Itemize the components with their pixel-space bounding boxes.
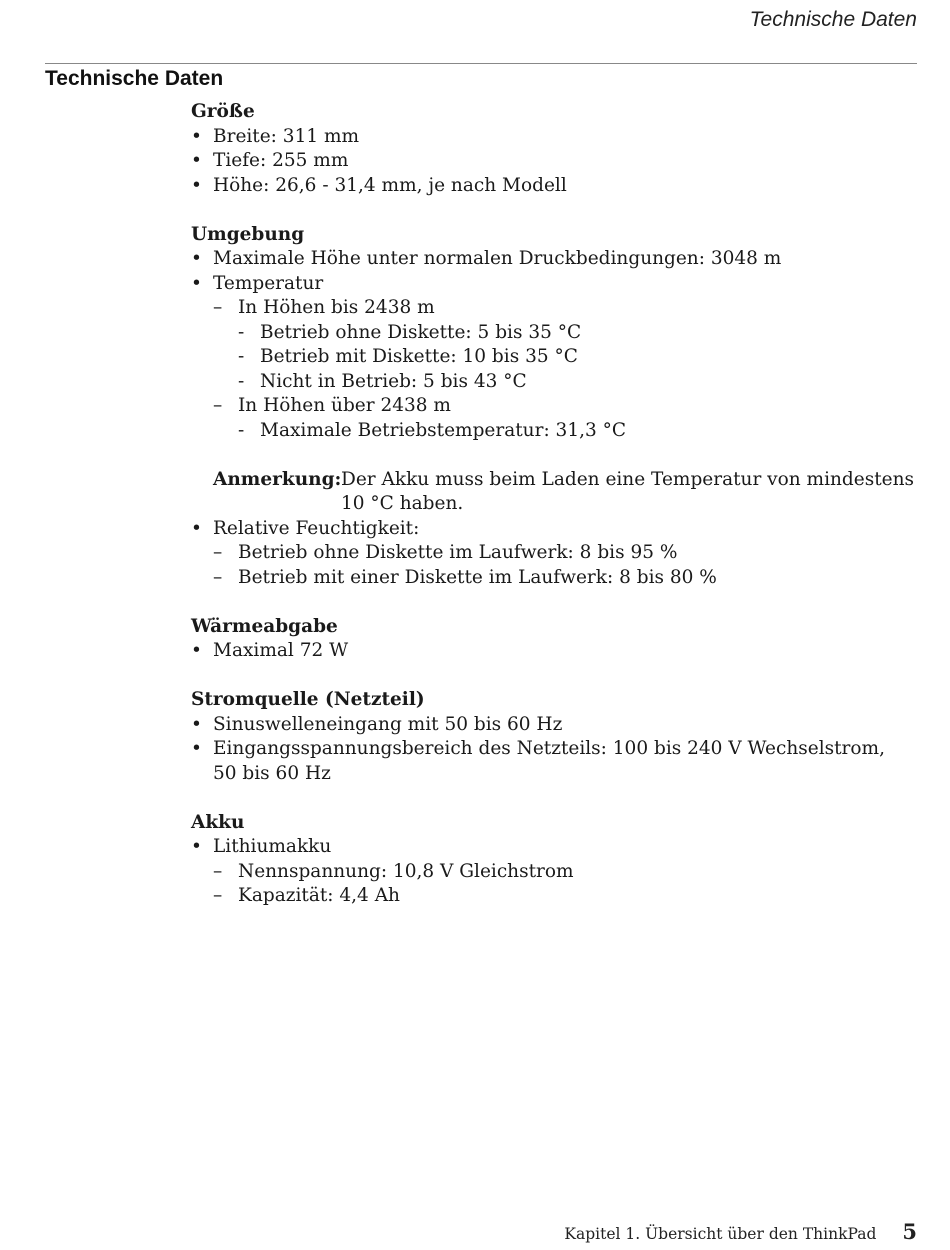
note-block — [191, 468, 921, 517]
bullet-marker: • — [191, 713, 202, 735]
bullet-marker: • — [191, 272, 202, 294]
list-item: • Relative Feuchtigkeit: — [191, 517, 921, 542]
heading-size: Größe — [191, 101, 255, 122]
running-header: Technische Daten — [749, 8, 917, 31]
heading-heat-output: Wärmeabgabe — [191, 615, 338, 637]
bullet-marker: • — [191, 174, 202, 196]
heading-battery: Akku — [191, 811, 245, 833]
list-subitem: – Kapazität: 4,4 Ah — [191, 884, 921, 909]
heading-environment: Umgebung — [191, 223, 305, 245]
page-number: 5 — [902, 1219, 917, 1244]
page-footer — [564, 1219, 917, 1244]
list-item: • Eingangsspannungsbereich des Netzteils: 100 bis 240 V Wechselstrom, — [191, 737, 921, 762]
spec-content — [191, 100, 921, 909]
bullet-marker: • — [191, 125, 202, 147]
list-subsubitem: - Betrieb ohne Diskette: 5 bis 35 °C — [191, 321, 921, 346]
list-item-continuation: 50 bis 60 Hz — [213, 762, 331, 784]
dash-marker: – — [213, 395, 223, 416]
list-subsubitem: - Nicht in Betrieb: 5 bis 43 °C — [191, 370, 921, 395]
section-title: Technische Daten — [45, 67, 224, 90]
bullet-marker: • — [191, 738, 202, 759]
note-text: Der Akku muss beim Laden eine Temperatur von mindestens 10 °C haben. — [341, 468, 915, 514]
bullet-marker: • — [191, 836, 202, 857]
list-item: • Höhe: 26,6 - 31,4 mm, je nach Modell — [191, 174, 921, 199]
hyphen-marker: - — [238, 370, 245, 392]
list-subitem: – Betrieb mit einer Diskette im Laufwerk: 8 bis 80 % — [191, 566, 921, 591]
bullet-marker: • — [191, 517, 202, 539]
heading-power-source: Stromquelle (Netzteil) — [191, 689, 425, 710]
list-subitem: – In Höhen über 2438 m — [191, 394, 921, 419]
hyphen-marker: - — [238, 419, 245, 441]
dash-marker: – — [213, 885, 223, 906]
list-subitem: – Nennspannung: 10,8 V Gleichstrom — [191, 860, 921, 885]
list-item: • Maximal 72 W — [191, 639, 921, 664]
dash-marker: – — [213, 542, 223, 563]
list-subitem: – In Höhen bis 2438 m — [191, 296, 921, 321]
list-item: • Sinuswelleneingang mit 50 bis 60 Hz — [191, 713, 921, 738]
list-item: • Temperatur — [191, 272, 921, 297]
list-item: • Maximale Höhe unter normalen Druckbedingungen: 3048 m — [191, 247, 921, 272]
bullet-marker: • — [191, 640, 202, 661]
list-subsubitem: - Maximale Betriebstemperatur: 31,3 °C — [191, 419, 921, 444]
bullet-marker: • — [191, 248, 202, 269]
hyphen-marker: - — [238, 346, 245, 367]
list-subsubitem: - Betrieb mit Diskette: 10 bis 35 °C — [191, 345, 921, 370]
dash-marker: – — [213, 297, 223, 318]
hyphen-marker: - — [238, 321, 245, 343]
list-subitem: – Betrieb ohne Diskette im Laufwerk: 8 bis 95 % — [191, 541, 921, 566]
header-rule — [45, 63, 917, 64]
bullet-marker: • — [191, 150, 202, 171]
note-label: Anmerkung: — [213, 468, 342, 490]
list-item: • Breite: 311 mm — [191, 125, 921, 150]
footer-chapter: Kapitel 1. Übersicht über den ThinkPad — [564, 1225, 877, 1243]
list-item: • Lithiumakku — [191, 835, 921, 860]
dash-marker: – — [213, 566, 223, 588]
list-item: • Tiefe: 255 mm — [191, 149, 921, 174]
dash-marker: – — [213, 860, 223, 882]
